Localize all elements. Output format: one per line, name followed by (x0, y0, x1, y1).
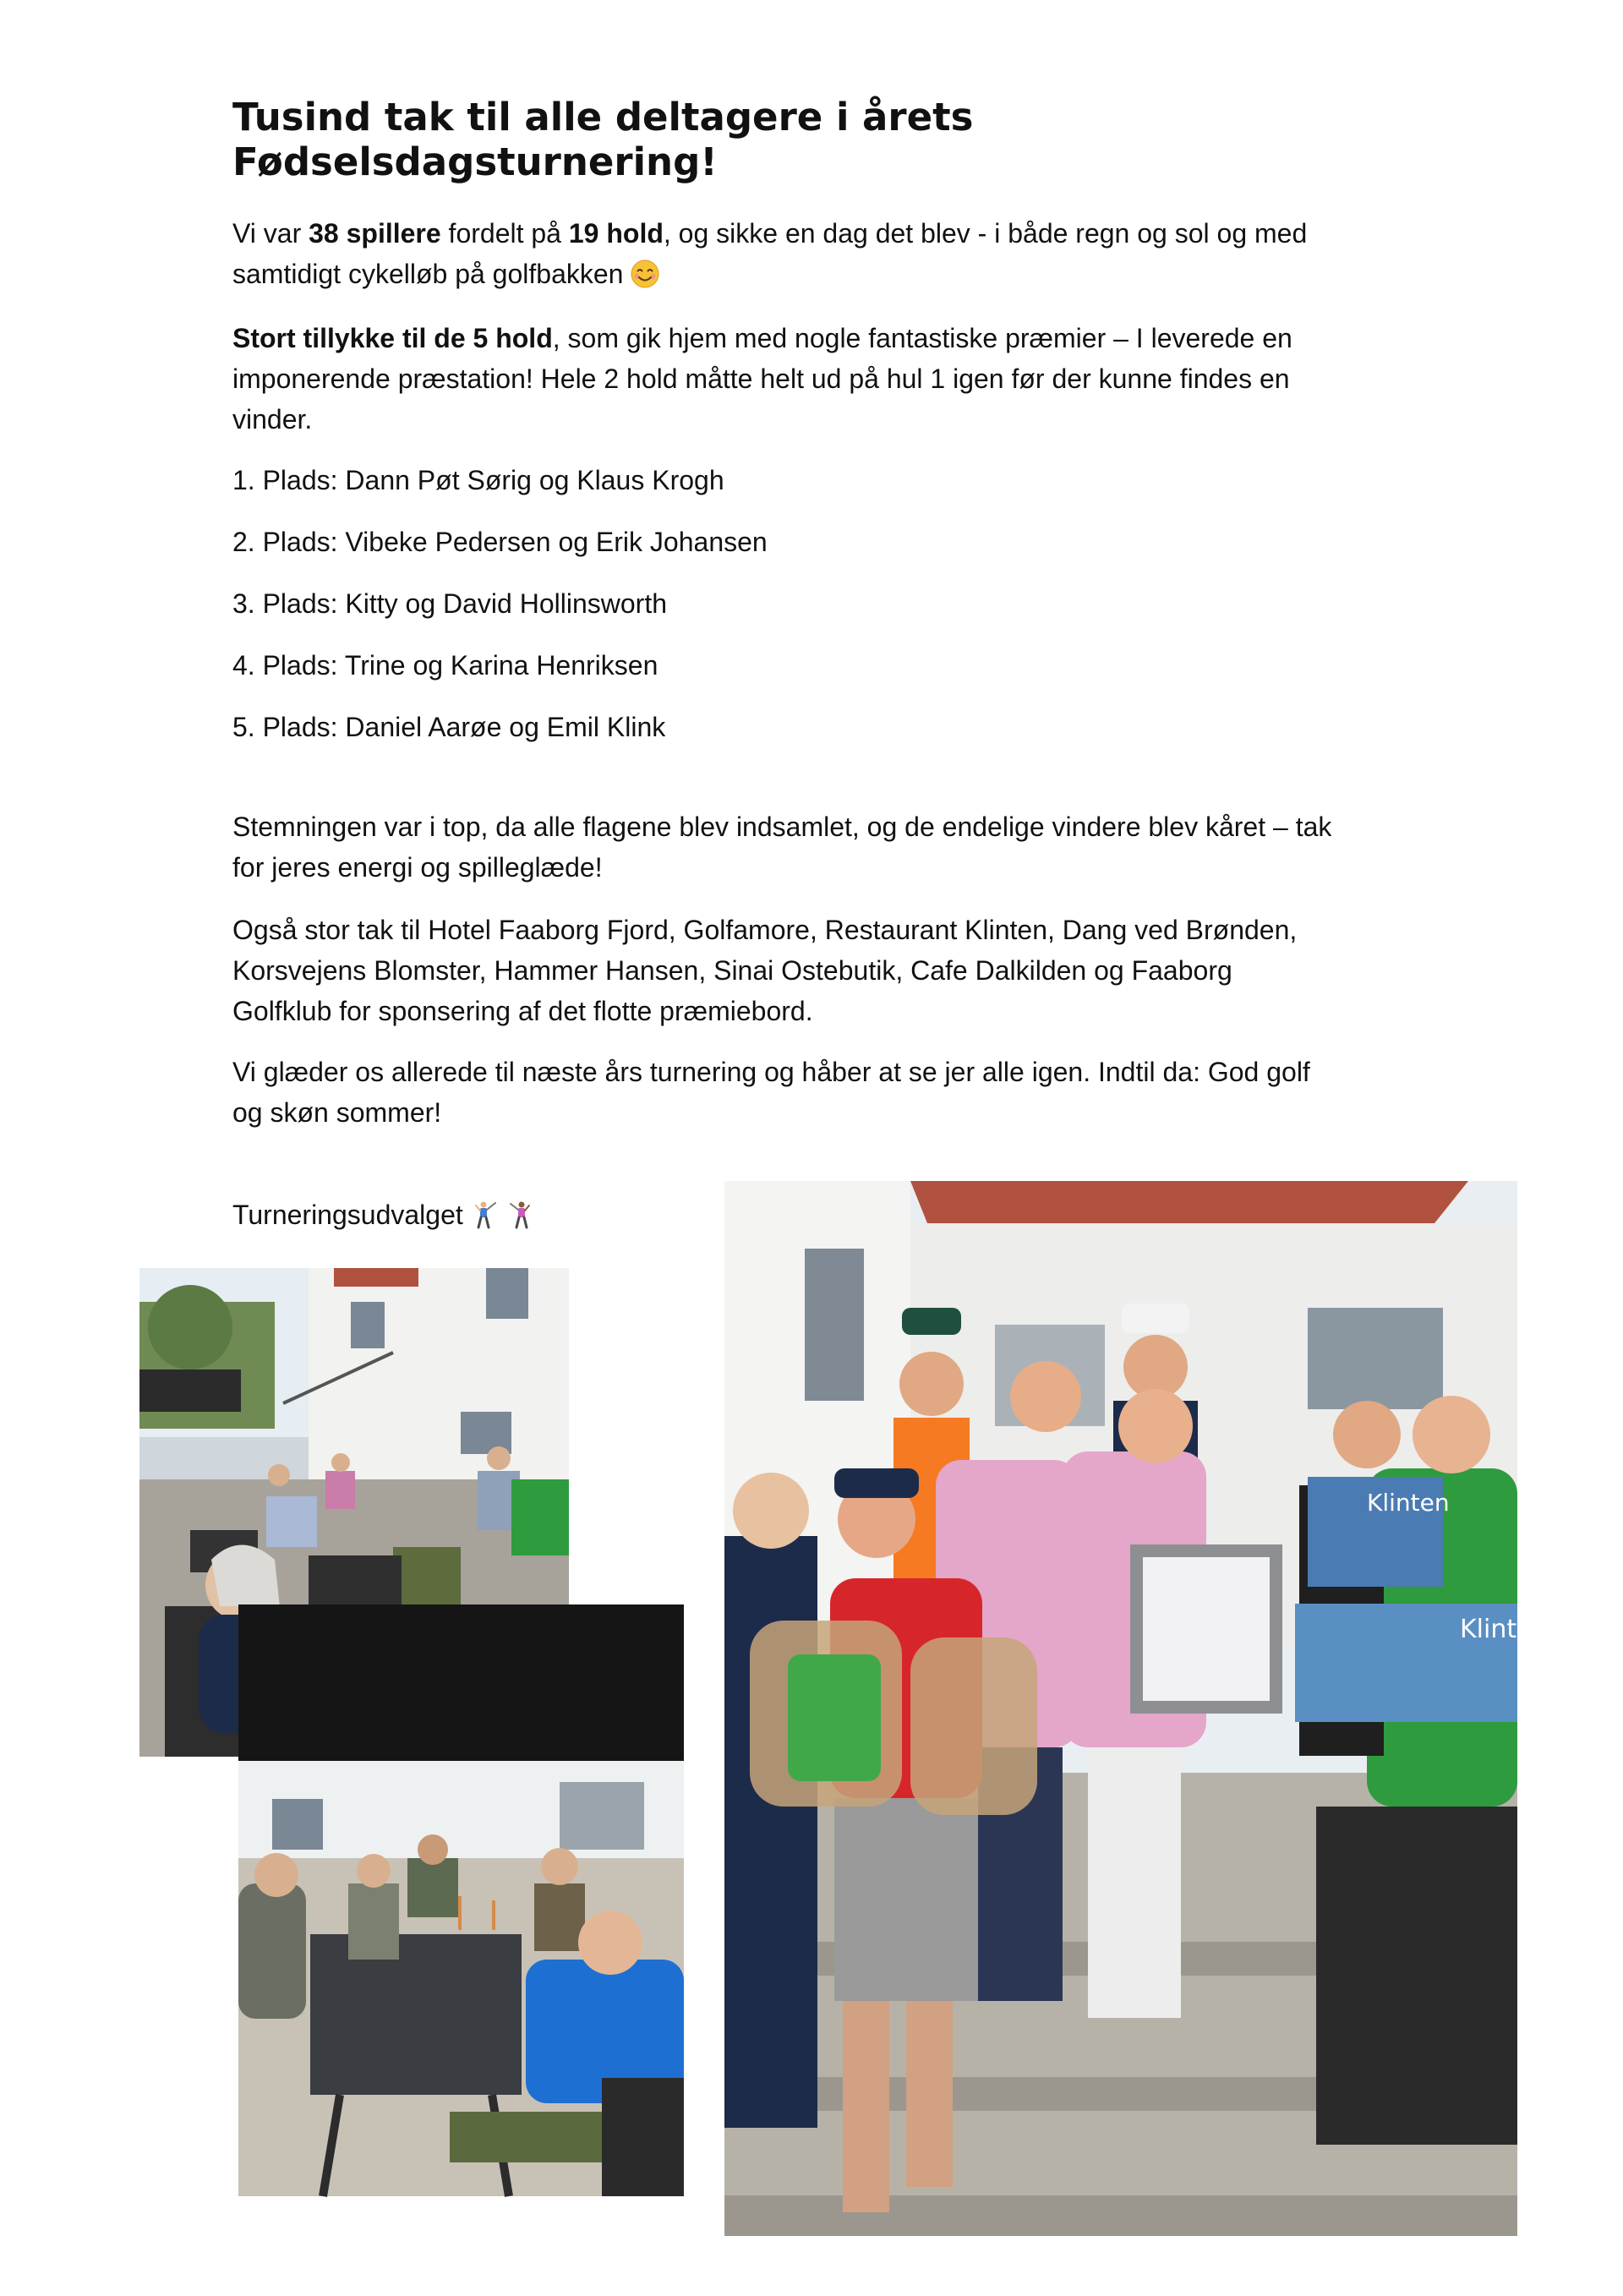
signature-text: Turneringsudvalget (232, 1200, 463, 1230)
golfer-icon (471, 1200, 500, 1228)
placement-1: 1. Plads: Dann Pøt Sørig og Klaus Krogh (232, 465, 724, 495)
golfer-icon (507, 1200, 536, 1228)
mood-line1: Stemningen var i top, da alle flagene blev indsamlet, og de endelige vindere blev kåret – tak (232, 812, 1332, 842)
page-title: Tusind tak til alle deltagere i årets Fødselsdagsturnering! (232, 95, 974, 184)
congrats-line3: vinder. (232, 404, 313, 435)
player-count: 38 spillere (309, 218, 441, 249)
photo-table-group (238, 1604, 684, 2196)
congrats-paragraph (232, 318, 1416, 440)
intro-middle: fordelt på (440, 218, 569, 249)
closing-line1: Vi glæder os allerede til næste års turnering og håber at se jer alle igen. Indtil da: God golf (232, 1057, 1310, 1087)
intro-prefix: Vi var (232, 218, 309, 249)
closing-line2: og skøn sommer! (232, 1097, 442, 1128)
mood-paragraph (232, 806, 1416, 888)
photo-sign-text-2: Klinten (1460, 1615, 1549, 1644)
mood-line2: for jeres energi og spilleglæde! (232, 852, 603, 883)
congrats-line2: imponerende præstation! Hele 2 hold måtte helt ud på hul 1 igen før der kunne findes en (232, 364, 1290, 394)
congrats-bold: Stort tillykke til de 5 hold (232, 323, 553, 353)
placement-4: 4. Plads: Trine og Karina Henriksen (232, 650, 658, 681)
placement-5: 5. Plads: Daniel Aarøe og Emil Klink (232, 712, 666, 742)
placement-2: 2. Plads: Vibeke Pedersen og Erik Johansen (232, 527, 768, 557)
intro-rest: , og sikke en dag det blev - i både regn og sol og med (663, 218, 1308, 249)
intro-paragraph (232, 213, 1416, 294)
congrats-rest: , som gik hjem med nogle fantastiske præmier – I leverede en (552, 323, 1292, 353)
placement-3: 3. Plads: Kitty og David Hollinsworth (232, 588, 667, 619)
smiling-face-icon (631, 259, 659, 287)
sponsors-line3: Golfklub for sponsering af det flotte præmiebord. (232, 996, 813, 1026)
sponsors-line1: Også stor tak til Hotel Faaborg Fjord, Golfamore, Restaurant Klinten, Dang ved Brønden, (232, 915, 1298, 945)
signature (232, 1194, 655, 1235)
team-count: 19 hold (568, 218, 664, 249)
sponsors-paragraph (232, 910, 1416, 1031)
closing-paragraph (232, 1052, 1416, 1133)
photo-winners-steps (724, 1181, 1549, 2236)
photo-sign-text-1: Klinten (1367, 1489, 1450, 1517)
sponsors-line2: Korsvejens Blomster, Hammer Hansen, Sinai Ostebutik, Cafe Dalkilden og Faaborg (232, 955, 1232, 986)
intro-line2: samtidigt cykelløb på golfbakken (232, 259, 624, 289)
